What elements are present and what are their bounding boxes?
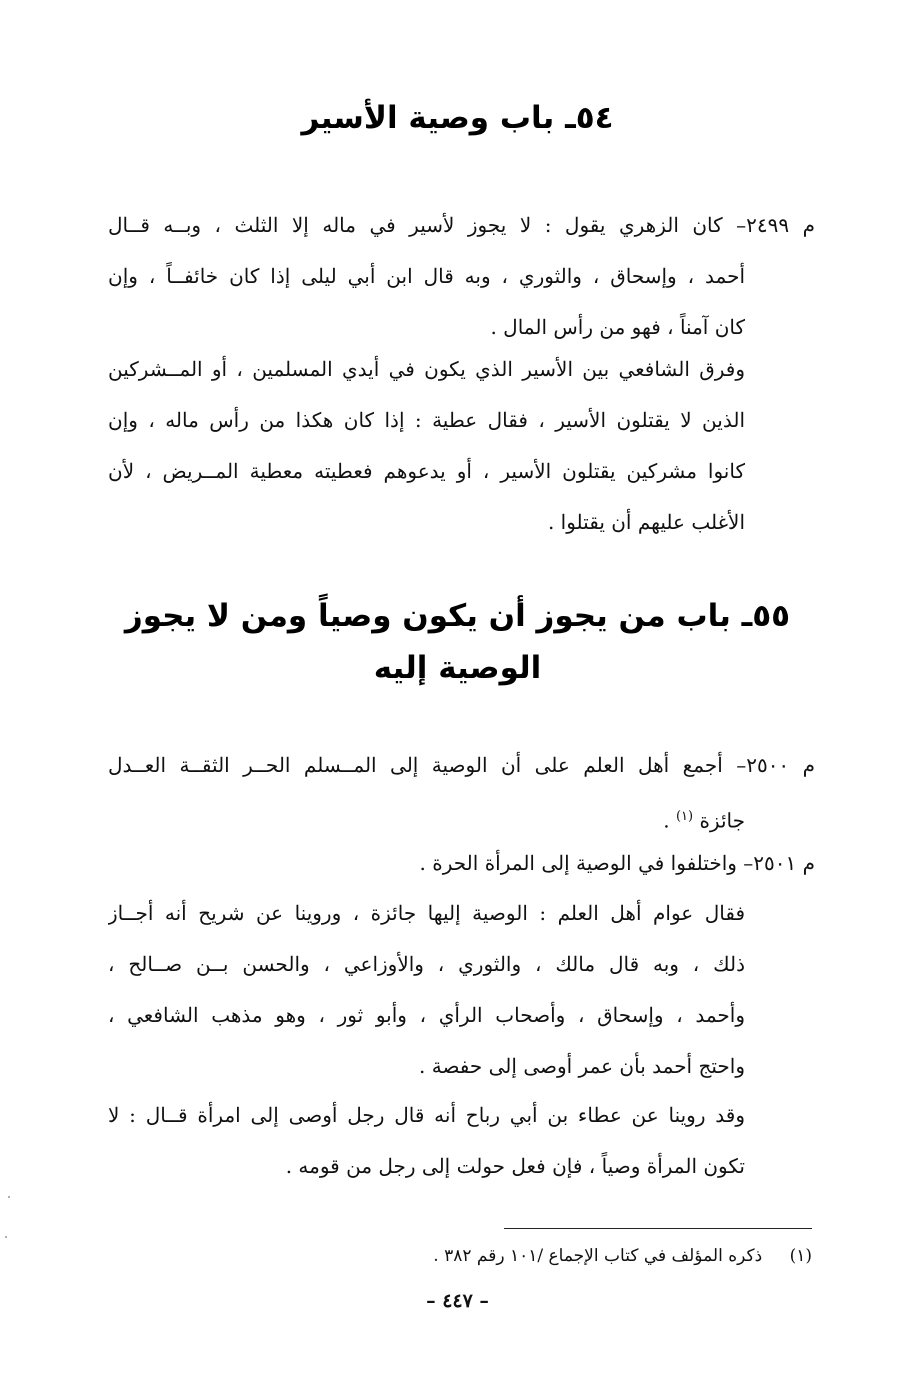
paragraph-shafii [108, 344, 815, 548]
text-line: تكون المرأة وصياً ، فإن فعل حولت إلى رجل من قومه . [285, 1154, 745, 1178]
footnote-number: (١) [789, 1246, 812, 1266]
text-line: كان آمناً ، فهو من رأس المال . [490, 315, 745, 339]
paragraph-ata [108, 1090, 815, 1192]
text-line: وقد روينا عن عطاء بن أبي رباح أنه قال رجل أوصى إلى امرأة قــال : لا [108, 1103, 745, 1127]
text-line: م ٢٤٩٩– كان الزهري يقول : لا يجوز لأسير في ماله إلا الثلث ، وبــه قــال [108, 213, 815, 237]
page-number: – ٤٤٧ – [426, 1290, 489, 1312]
text-line: وأحمد ، وإسحاق ، وأصحاب الرأي ، وأبو ثور ، وهو مذهب الشافعي ، [108, 1003, 745, 1027]
footnote [433, 1246, 812, 1266]
text-line: م ٢٥٠١– واختلفوا في الوصية إلى المرأة الحرة . [419, 851, 815, 875]
chapter-heading-54: ٥٤ـ باب وصية الأسير [301, 100, 614, 136]
footnote-separator [504, 1228, 812, 1229]
text-fragment: . [663, 808, 676, 833]
text-line: م ٢٥٠٠– أجمع أهل العلم على أن الوصية إلى المــسلم الحــر الثقــة العــدل [108, 753, 815, 777]
paragraph-awam [108, 888, 815, 1092]
text-line: واحتج أحمد بأن عمر أوصى إلى حفصة . [419, 1054, 745, 1078]
text-line: أحمد ، وإسحاق ، والثوري ، وبه قال ابن أبي ليلى إذا كان خائفــاً ، وإن [108, 264, 745, 288]
chapter-heading-55 [100, 590, 815, 694]
paragraph-2501 [108, 838, 815, 889]
footnote-marker: (١) [675, 809, 694, 824]
text-line: ذلك ، وبه قال مالك ، والثوري ، والأوزاعي ، والحسن بــن صــالح ، [108, 952, 745, 976]
text-line: وفرق الشافعي بين الأسير الذي يكون في أيدي المسلمين ، أو المــشركين [108, 357, 745, 381]
text-line: الذين لا يقتلون الأسير ، فقال عطية : إذا كان هكذا من رأس ماله ، وإن [108, 408, 745, 432]
text-line: كانوا مشركين يقتلون الأسير ، أو يدعوهم فعطيته معطية المــريض ، لأن [108, 459, 745, 483]
paragraph-2499 [108, 200, 815, 353]
text-line [108, 791, 815, 842]
text-line: فقال عوام أهل العلم : الوصية إليها جائزة ، وروينا عن شريح أنه أجــاز [108, 901, 745, 925]
text-fragment: جائزة [699, 808, 745, 833]
text-line: الأغلب عليهم أن يقتلوا . [547, 510, 745, 534]
scan-speck [5, 1236, 7, 1238]
heading-line: الوصية إليه [373, 650, 542, 686]
footnote-text: ذكره المؤلف في كتاب الإجماع /١٠١ رقم ٣٨٢ . [433, 1246, 763, 1266]
scan-speck [8, 1196, 10, 1198]
paragraph-2500 [108, 740, 815, 842]
heading-line: ٥٥ـ باب من يجوز أن يكون وصياً ومن لا يجوز [124, 598, 791, 634]
